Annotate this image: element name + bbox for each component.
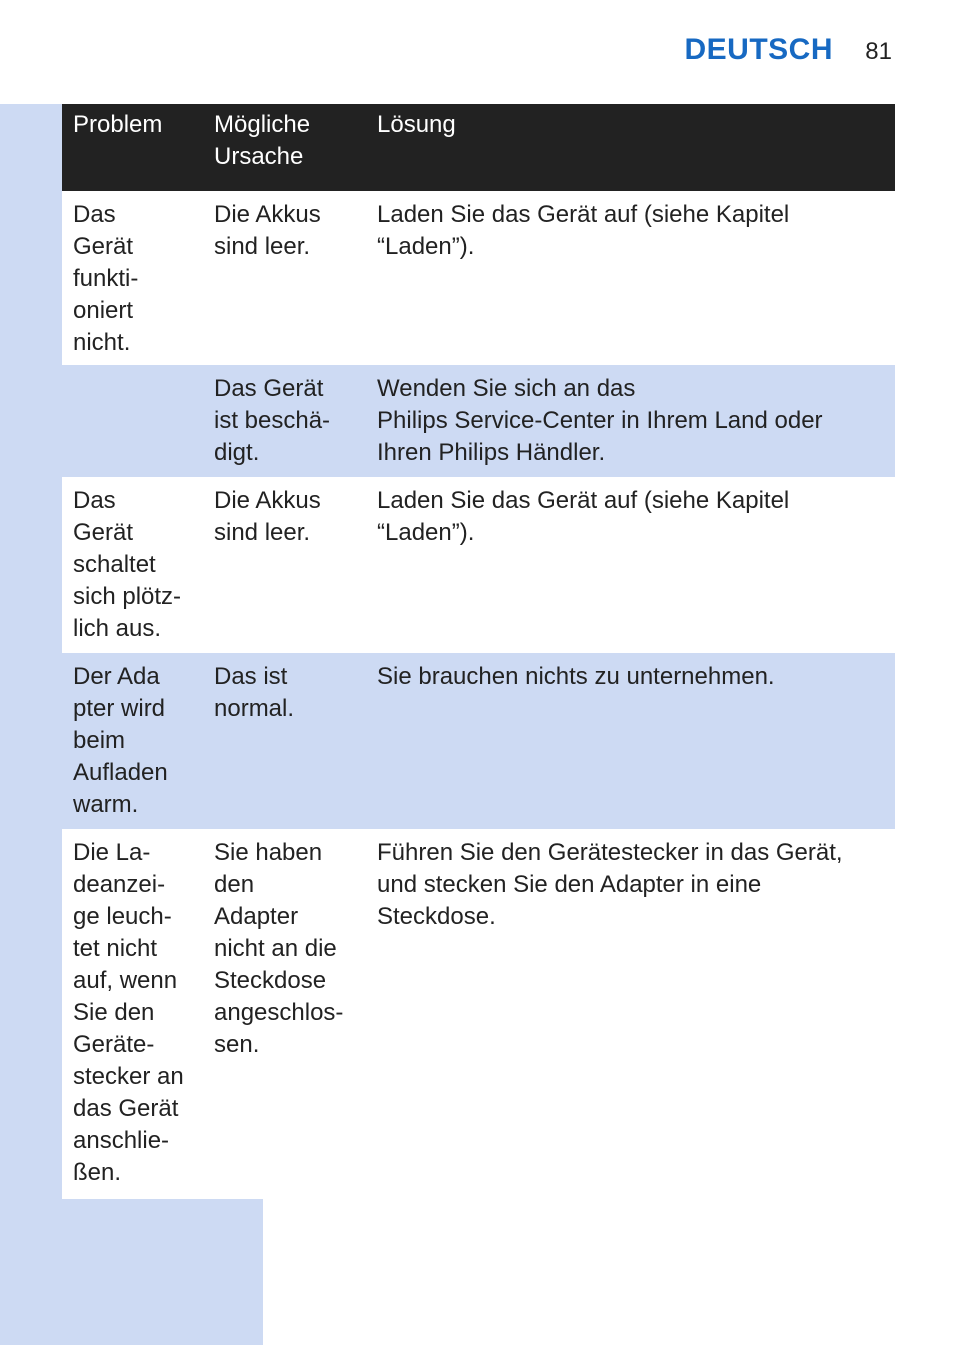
- table-header-row: [62, 104, 895, 191]
- cause-cell: Sie haben den Adapter nicht an die Steckdose angeschlos- sen.: [214, 839, 344, 1058]
- table-row: [62, 365, 895, 477]
- table-row: [62, 653, 895, 829]
- problem-cell: Das Gerät schaltet sich plötz- lich aus.: [73, 487, 182, 642]
- side-color-band: [0, 104, 62, 1345]
- cause-cell: Die Akkus sind leer.: [214, 201, 321, 260]
- column-header-cause: Mögliche Ursache: [214, 111, 311, 170]
- problem-cell: Der Ada pter wird beim Aufladen warm.: [73, 663, 168, 818]
- problem-cell: Die La- deanzei- ge leuch- tet nicht auf, wenn Sie den Geräte- stecker an das Gerät anschlie- ßen.: [73, 839, 184, 1186]
- troubleshooting-table: [62, 104, 895, 1199]
- page-number: 81: [865, 38, 892, 65]
- problem-cell: Das Gerät funkti- oniert nicht.: [73, 201, 139, 356]
- column-header-solution: Lösung: [377, 111, 456, 138]
- table-row: [62, 829, 895, 1199]
- table-row: [62, 191, 895, 365]
- cause-cell: Das Gerät ist beschä- digt.: [214, 375, 331, 466]
- problem-cell: [62, 365, 203, 373]
- bottom-color-band: [0, 1199, 263, 1345]
- solution-cell: Sie brauchen nichts zu unternehmen.: [377, 663, 775, 690]
- solution-cell: Wenden Sie sich an das Philips Service-Center in Ihrem Land oder Ihren Philips Händler.: [377, 375, 823, 466]
- table-row: [62, 477, 895, 653]
- cause-cell: Das ist normal.: [214, 663, 295, 722]
- solution-cell: Führen Sie den Gerätestecker in das Gerät, und stecken Sie den Adapter in eine Steckdose.: [377, 839, 843, 930]
- solution-cell: Laden Sie das Gerät auf (siehe Kapitel “Laden”).: [377, 487, 790, 546]
- cause-cell: Die Akkus sind leer.: [214, 487, 321, 546]
- solution-cell: Laden Sie das Gerät auf (siehe Kapitel “Laden”).: [377, 201, 790, 260]
- column-header-problem: Problem: [73, 111, 163, 138]
- language-label: DEUTSCH: [684, 33, 833, 66]
